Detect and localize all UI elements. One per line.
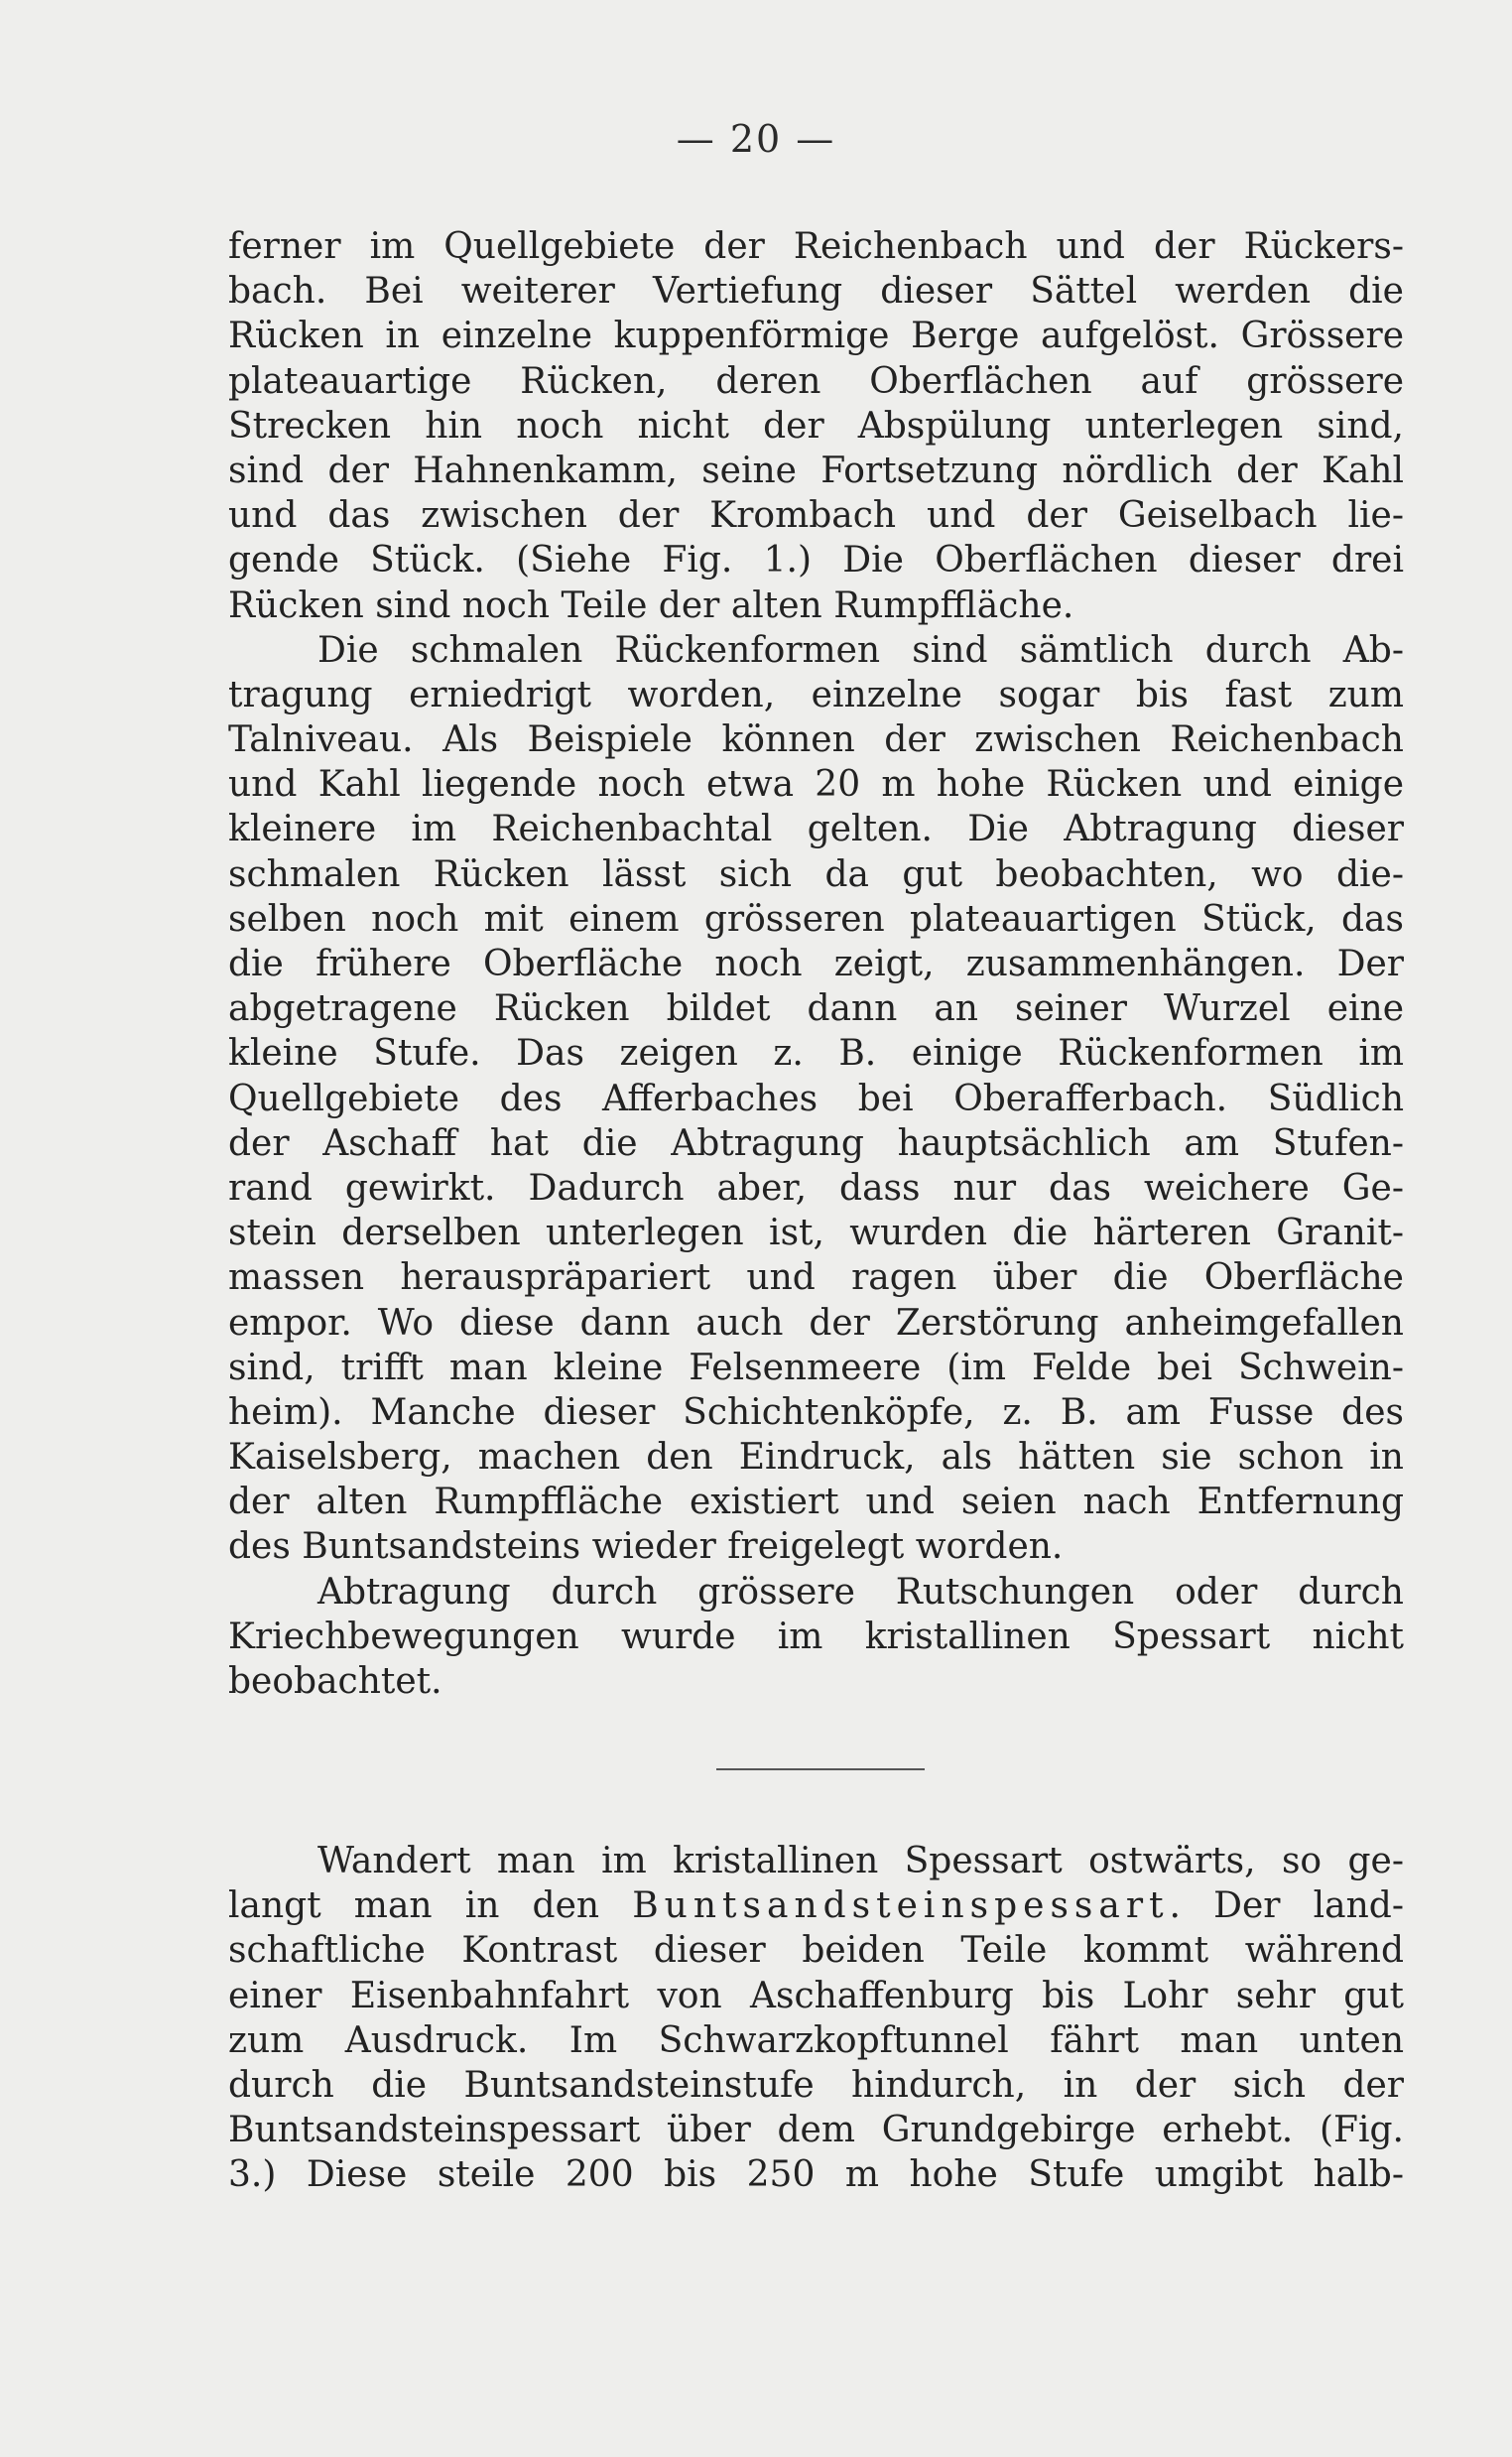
text-line: Kriechbewegungen wurde im kristallinen Spessart nicht: [228, 1616, 1404, 1657]
text-line: plateauartige Rücken, deren Oberflächen auf grössere: [228, 360, 1404, 402]
text-line: einer Eisenbahnfahrt von Aschaffenburg bis Lohr sehr gut: [228, 1975, 1404, 2016]
emphasized-term: Buntsandsteinspessart: [632, 1885, 1170, 1927]
text-line: zum Ausdruck. Im Schwarzkopftunnel fährt man unten: [228, 2019, 1404, 2061]
text-line: stein derselben unterlegen ist, wurden die härteren Granit-: [228, 1213, 1404, 1254]
text-line: Rücken sind noch Teile der alten Rumpffläche.: [228, 584, 1074, 626]
text-line: kleine Stufe. Das zeigen z. B. einige Rückenformen im: [228, 1033, 1404, 1075]
section-2-text: [228, 1839, 1404, 2198]
text-line: Buntsandsteinspessart über dem Grundgebirge erhebt. (Fig.: [228, 2110, 1404, 2151]
text-line: und das zwischen der Krombach und der Geiselbach lie-: [228, 495, 1404, 537]
text-line: ferner im Quellgebiete der Reichenbach und der Rückers-: [228, 226, 1404, 267]
text-fragment: langt man in den: [228, 1885, 633, 1927]
text-line: bach. Bei weiterer Vertiefung dieser Sättel werden die: [228, 271, 1404, 313]
text-line: [228, 1883, 1404, 1928]
text-line: Talniveau. Als Beispiele können der zwischen Reichenbach: [228, 719, 1404, 761]
text-line: kleinere im Reichenbachtal gelten. Die Abtragung dieser: [228, 809, 1404, 850]
text-line: 3.) Diese steile 200 bis 250 m hohe Stufe umgibt halb-: [228, 2154, 1404, 2196]
text-line: durch die Buntsandsteinstufe hindurch, in der sich der: [228, 2064, 1404, 2106]
text-line: schmalen Rücken lässt sich da gut beobachten, wo die-: [228, 853, 1404, 895]
text-line: Kaiselsberg, machen den Eindruck, als hätten sie schon in: [228, 1437, 1404, 1479]
text-line: der alten Rumpffläche existiert und seien nach Entfernung: [228, 1482, 1404, 1523]
text-line: Wandert man im kristallinen Spessart ostwärts, so ge-: [317, 1841, 1404, 1881]
text-line: Rücken in einzelne kuppenförmige Berge aufgelöst. Grössere: [228, 316, 1404, 357]
text-line: Quellgebiete des Afferbaches bei Oberafferbach. Südlich: [228, 1078, 1404, 1119]
text-line: die frühere Oberfläche noch zeigt, zusammenhängen. Der: [228, 944, 1404, 984]
text-line: des Buntsandsteins wieder freigelegt worden.: [228, 1526, 1064, 1568]
text-line: sind, trifft man kleine Felsenmeere (im Felde bei Schwein-: [228, 1347, 1404, 1388]
text-line: gende Stück. (Siehe Fig. 1.) Die Oberflächen dieser drei: [228, 540, 1404, 582]
text-line: selben noch mit einem grösseren plateauartigen Stück, das: [228, 898, 1404, 940]
text-line: rand gewirkt. Dadurch aber, dass nur das weichere Ge-: [228, 1167, 1404, 1209]
text-line: sind der Hahnenkamm, seine Fortsetzung nördlich der Kahl: [228, 450, 1404, 491]
text-line: der Aschaff hat die Abtragung hauptsächlich am Stufen-: [228, 1122, 1404, 1164]
text-line: und Kahl liegende noch etwa 20 m hohe Rücken und einige: [228, 764, 1404, 806]
text-line: heim). Manche dieser Schichtenköpfe, z. B. am Fusse des: [228, 1391, 1404, 1433]
section-1-text: [228, 224, 1404, 1704]
text-line: massen herauspräpariert und ragen über die Oberfläche: [228, 1257, 1404, 1299]
text-line: tragung erniedrigt worden, einzelne sogar bis fast zum: [228, 674, 1404, 715]
text-line: schaftliche Kontrast dieser beiden Teile kommt während: [228, 1930, 1404, 1972]
text-line: Die schmalen Rückenformen sind sämtlich durch Ab-: [317, 629, 1404, 671]
page-number: — 20 —: [676, 117, 836, 161]
text-line: Abtragung durch grössere Rutschungen oder durch: [317, 1571, 1404, 1613]
text-line: empor. Wo diese dann auch der Zerstörung anheimgefallen: [228, 1302, 1404, 1344]
text-line: beobachtet.: [228, 1661, 442, 1702]
section-separator-rule: [716, 1768, 925, 1770]
text-fragment: . Der land-: [1169, 1885, 1404, 1927]
text-line: abgetragene Rücken bildet dann an seiner Wurzel eine: [228, 988, 1404, 1030]
text-line: Strecken hin noch nicht der Abspülung unterlegen sind,: [228, 405, 1404, 447]
